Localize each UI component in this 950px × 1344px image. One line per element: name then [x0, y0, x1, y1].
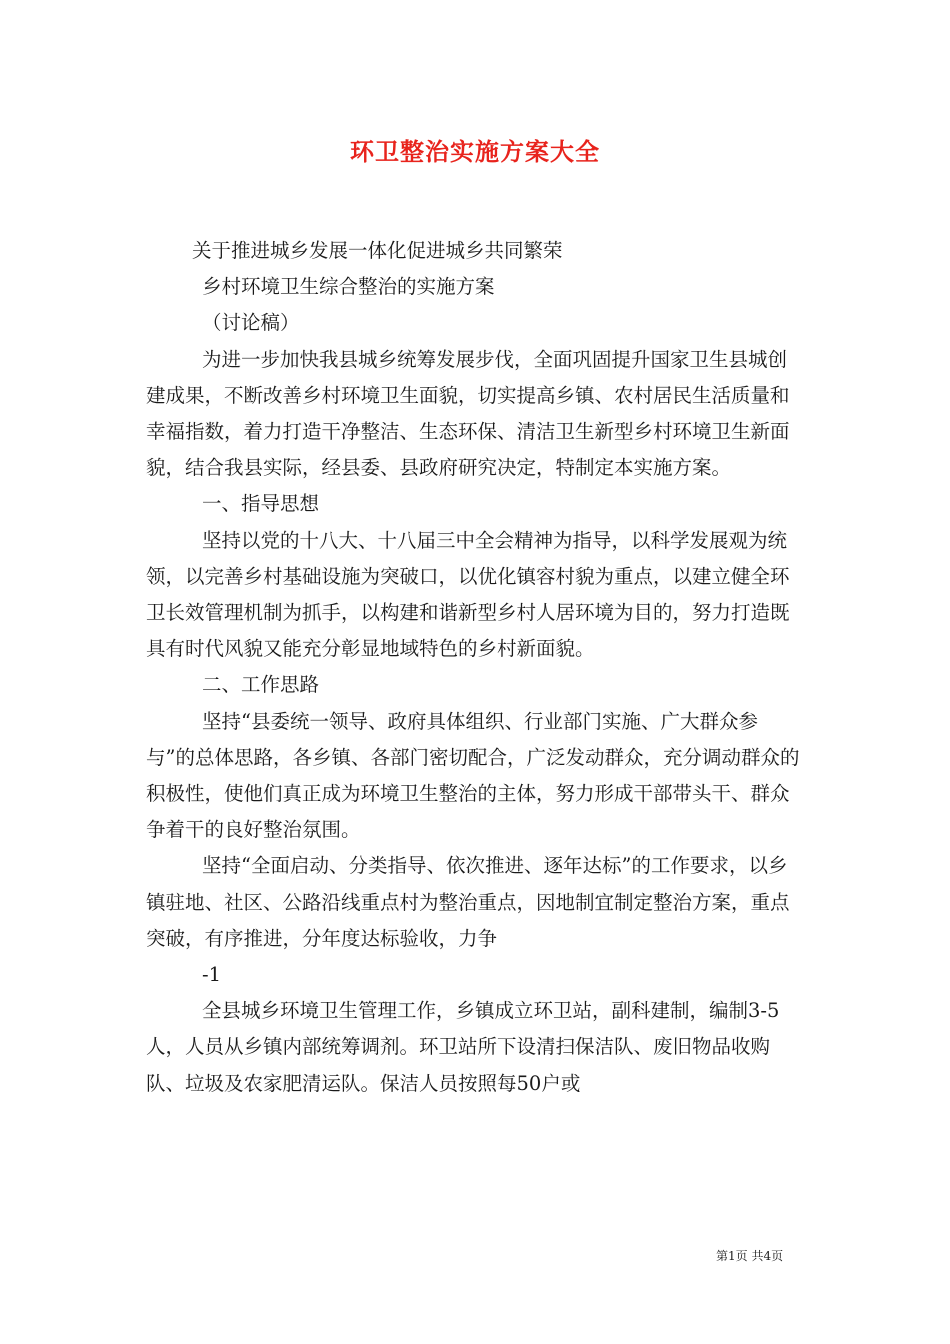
page-number: 第1页 共4页 — [716, 1249, 784, 1263]
subtitle-line-1: 关于推进城乡发展一体化促进城乡共同繁荣 — [192, 239, 563, 262]
draft-note: （讨论稿） — [202, 311, 300, 335]
guiding-ideology-paragraph: 坚持以党的十八大、十八届三中全会精神为指导，以科学发展观为统领，以完善乡村基础设施为突破口，以优化镇容村貌为重点，以建立健全环卫长效管理机制为抓手，以构建和谐新型乡村人居环境为目的，努力打造既具有时代风貌又能充分彰显地域特色的乡村新面貌。 — [146, 528, 790, 661]
subtitle-line-2: 乡村环境卫生综合整治的实施方案 — [202, 275, 495, 299]
work-approach-paragraph-2: 坚持“全面启动、分类指导、依次推进、逐年达标”的工作要求，以乡镇驻地、社区、公路沿线重点村为整治重点，因地制宜制定整治方案，重点突破，有序推进，分年度达标验收，力争 — [146, 854, 790, 950]
section-heading-work-approach: 二、工作思路 — [202, 673, 320, 697]
page-break-marker: -1 — [202, 963, 221, 987]
intro-paragraph: 为进一步加快我县城乡统筹发展步伐，全面巩固提升国家卫生县城创建成果，不断改善乡村环境卫生面貌，切实提高乡镇、农村居民生活质量和幸福指数，着力打造干净整洁、生态环保、清洁卫生新型乡村环境卫生新面貌，结合我县实际，经县委、县政府研究决定，特制定本实施方案。 — [146, 347, 790, 480]
section-heading-guiding-ideology: 一、指导思想 — [202, 492, 320, 516]
document-body — [146, 233, 806, 1102]
work-approach-paragraph-1: 坚持“县委统一领导、政府具体组织、行业部门实施、广大群众参与”的总体思路，各乡镇、各部门密切配合，广泛发动群众，充分调动群众的积极性，使他们真正成为环境卫生整治的主体，努力形成干部带头干、群众争着干的良好整治氛围。 — [146, 709, 800, 842]
sanitation-station-paragraph: 全县城乡环境卫生管理工作，乡镇成立环卫站，副科建制，编制3-5人，人员从乡镇内部统筹调剂。环卫站所下设清扫保洁队、废旧物品收购队、垃圾及农家肥清运队。保洁人员按照每50户或 — [146, 999, 780, 1095]
document-title: 环卫整治实施方案大全 — [350, 137, 600, 166]
